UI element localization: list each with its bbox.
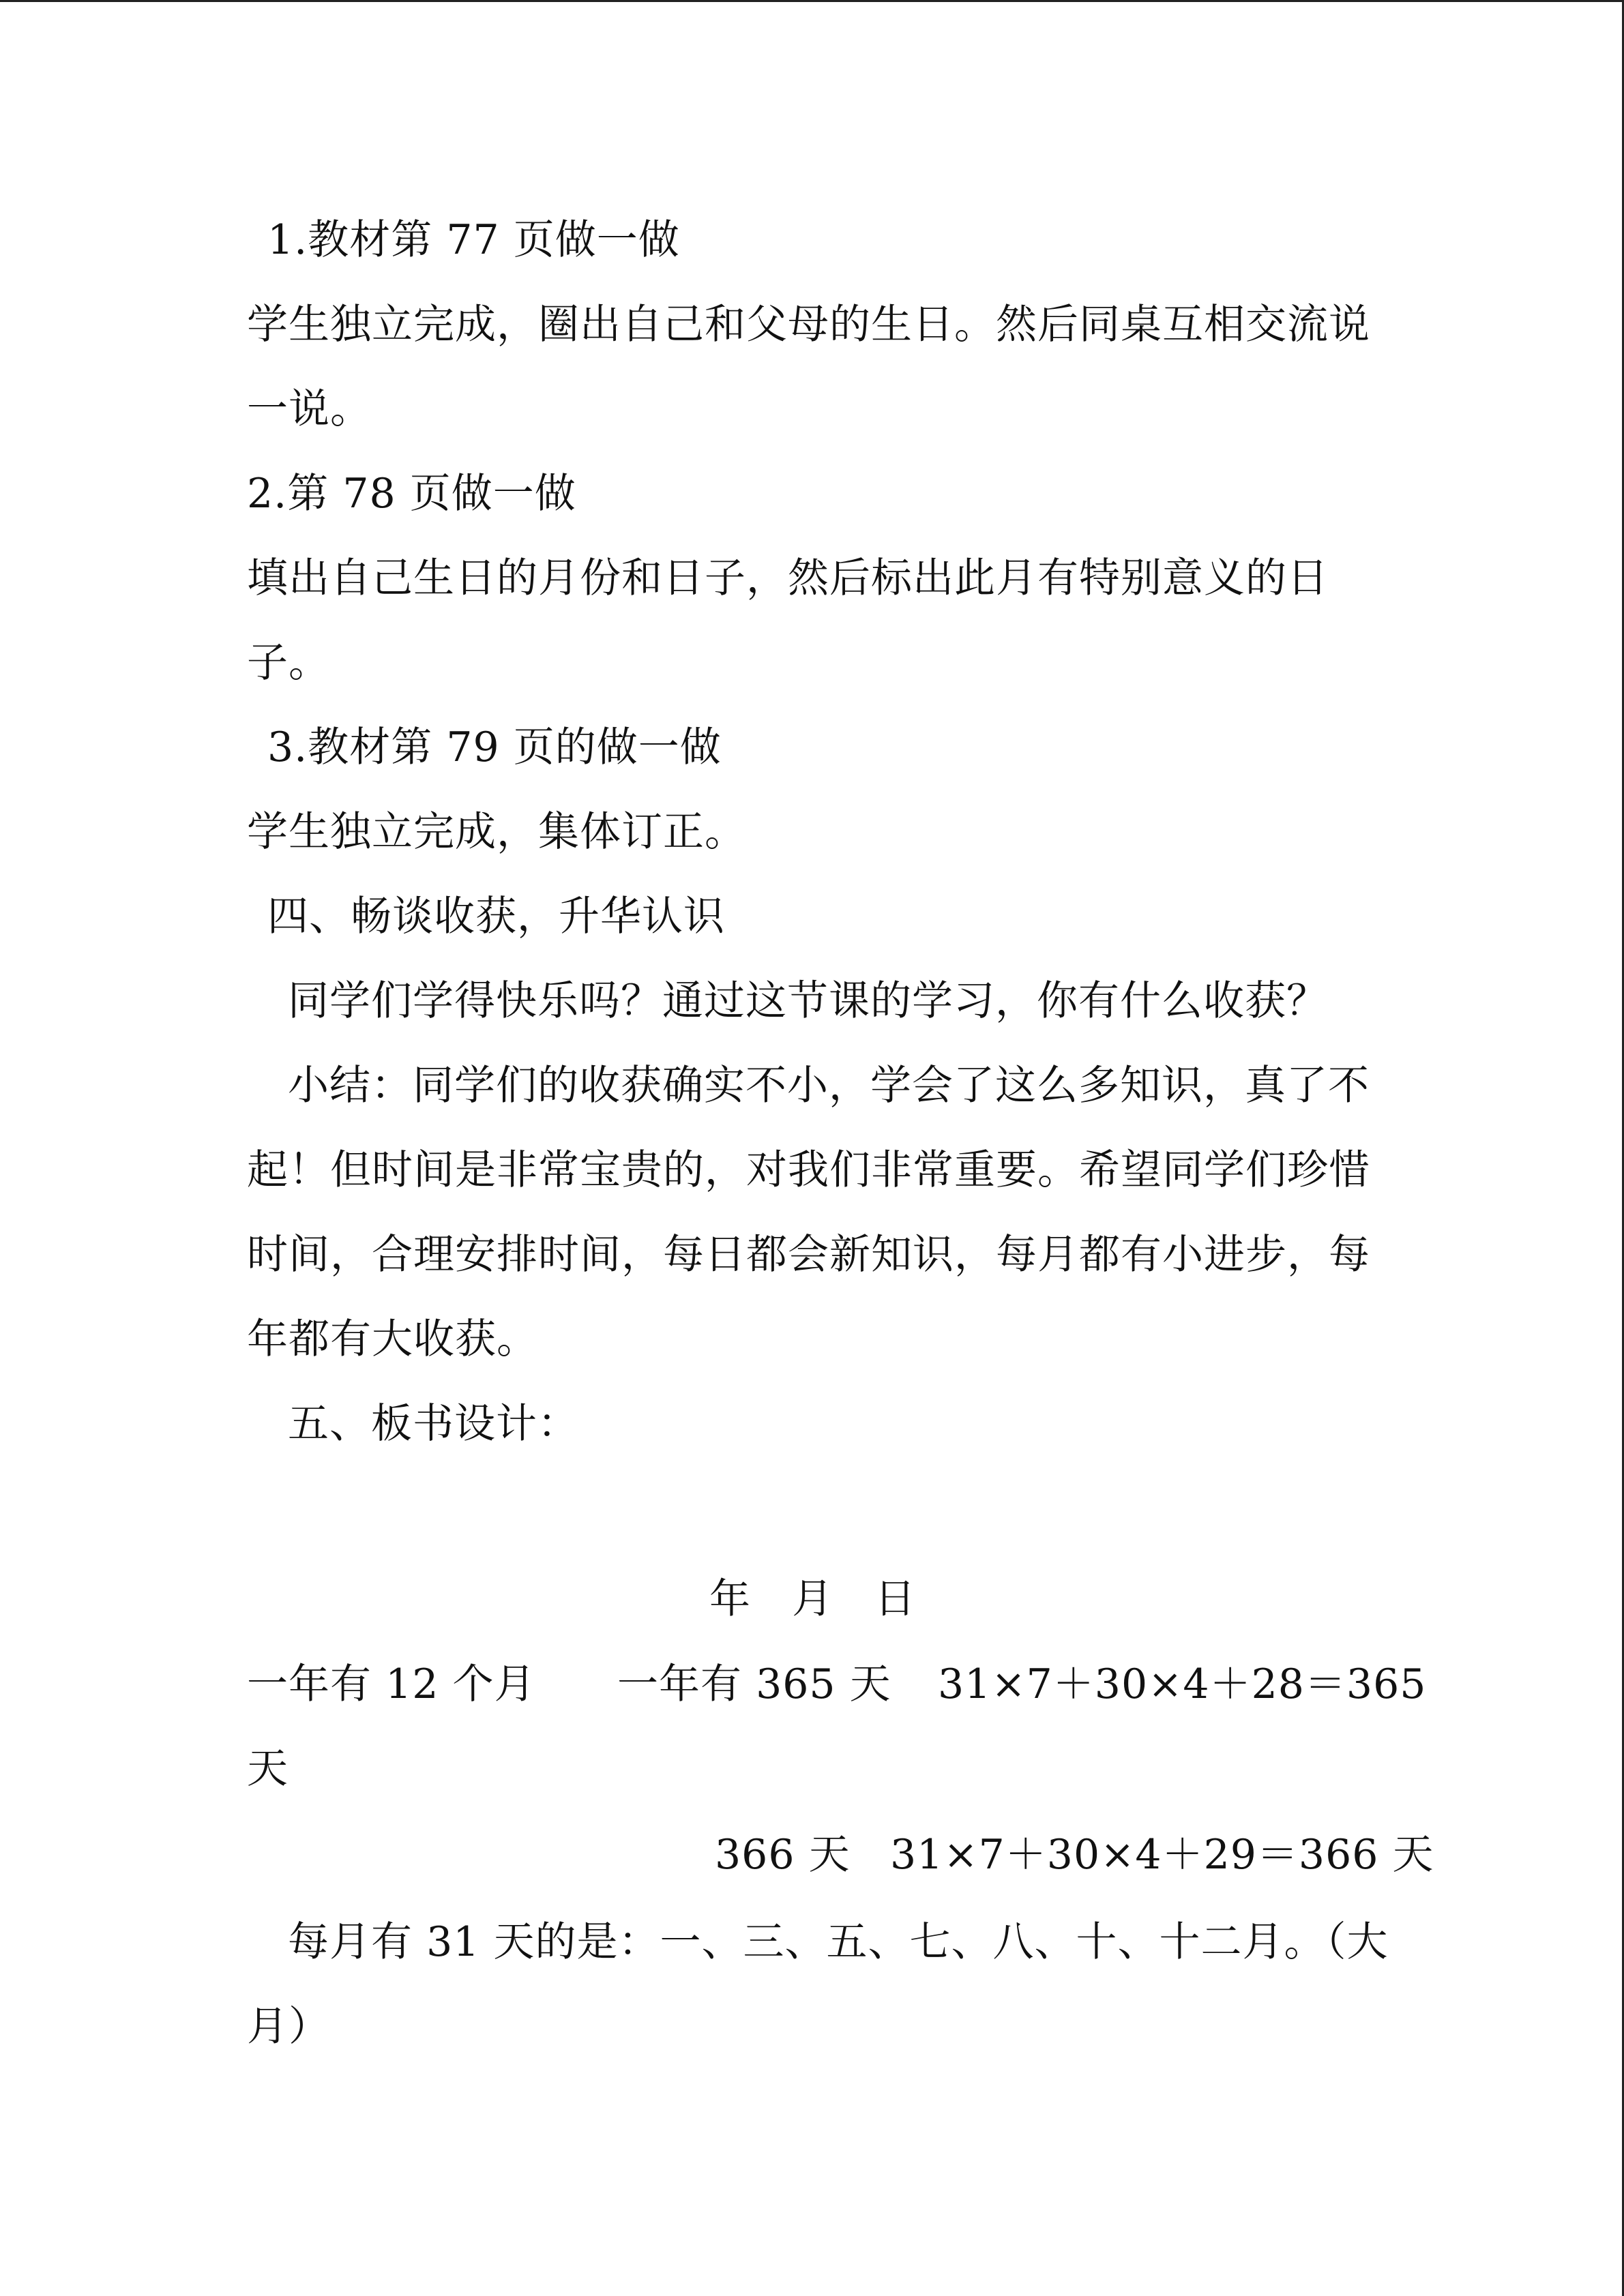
exercise-1-text: 学生独立完成，圈出自己和父母的生日。然后同桌互相交流说 bbox=[247, 301, 1370, 348]
board-days-365: 一年有 365 天 bbox=[617, 1660, 891, 1708]
exercise-1-text-cont: 一说。 bbox=[247, 385, 372, 433]
exercise-3-text: 学生独立完成，集体订正。 bbox=[247, 808, 746, 856]
board-months: 一年有 12 个月 bbox=[247, 1660, 536, 1708]
exercise-3-heading: 3.教材第 79 页的做一做 bbox=[267, 724, 722, 771]
board-title: 年 月 日 bbox=[709, 1575, 917, 1623]
exercise-1-heading: 1.教材第 77 页做一做 bbox=[267, 216, 680, 264]
summary-text-cont-1: 起！但时间是非常宝贵的，对我们非常重要。希望同学们珍惜 bbox=[247, 1146, 1370, 1194]
board-formula-365: 31×7＋30×4＋28＝365 bbox=[938, 1660, 1427, 1708]
question-text: 同学们学得快乐吗？通过这节课的学习，你有什么收获？ bbox=[288, 977, 1328, 1025]
board-formula-366: 31×7＋30×4＋29＝366 天 bbox=[890, 1831, 1434, 1879]
summary-text-cont-3: 年都有大收获。 bbox=[247, 1315, 538, 1363]
board-formula-365-unit: 天 bbox=[247, 1745, 289, 1793]
section-4-heading: 四、畅谈收获，升华认识 bbox=[267, 893, 725, 940]
board-days-366: 366 天 bbox=[715, 1831, 851, 1879]
section-5-heading: 五、板书设计： bbox=[288, 1400, 579, 1448]
board-big-months: 每月有 31 天的是：一、三、五、七、八、十、十二月。（大 bbox=[288, 1918, 1389, 1966]
exercise-2-text-cont: 子。 bbox=[247, 639, 330, 687]
summary-text-cont-2: 时间，合理安排时间，每日都会新知识，每月都有小进步，每 bbox=[247, 1231, 1370, 1279]
exercise-2-text: 填出自己生日的月份和日子，然后标出此月有特别意义的日 bbox=[247, 554, 1329, 602]
summary-text: 小结：同学们的收获确实不小，学会了这么多知识，真了不 bbox=[288, 1062, 1370, 1109]
board-big-months-end: 月） bbox=[247, 2003, 330, 2051]
page-top-border bbox=[0, 0, 1624, 2]
exercise-2-heading: 2.第 78 页做一做 bbox=[247, 470, 576, 518]
